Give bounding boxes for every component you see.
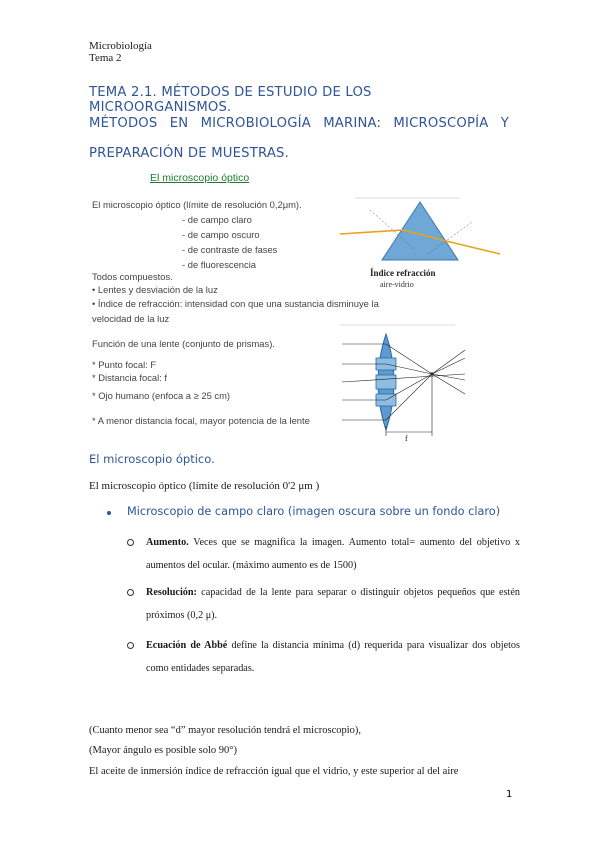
footer-line-2: (Mayor ángulo es posible solo 90°) [89, 745, 237, 756]
slide-line: Todos compuestos. [92, 271, 173, 282]
sub-bullet-text [146, 634, 520, 680]
slide-line: - de campo oscuro [182, 229, 260, 240]
focal-point [430, 372, 433, 375]
slide-line: - de campo claro [182, 214, 252, 225]
slide-line: - de fluorescencia [182, 259, 256, 270]
circle-bullet-icon [127, 642, 134, 649]
page-number: 1 [506, 789, 513, 800]
definition: Veces que se magnifica la imagen. Aumento total= aumento del objetivo x aumentos del ocular. (máximo aumento es de 1500) [146, 537, 520, 571]
prism-refraction-figure [340, 192, 510, 292]
definition: capacidad de la lente para separar o distinguir objetos pequeños que estén próximos (0,2 μ). [146, 587, 520, 621]
term: Resolución: [146, 587, 197, 598]
title-line-1: TEMA 2.1. MÉTODOS DE ESTUDIO DE LOS MICROORGANISMOS. [89, 85, 372, 115]
focal-distance-label: f [405, 434, 408, 442]
sub-bullet-text [146, 531, 520, 577]
header-topic: Tema 2 [89, 52, 122, 64]
circle-bullet-icon [127, 539, 134, 546]
lens-prism-segment [376, 375, 396, 389]
lens-focal-figure [340, 320, 470, 442]
header-subject: Microbiología [89, 40, 152, 52]
slide-title: El microscopio óptico [150, 172, 250, 184]
incident-ray [340, 230, 403, 234]
slide-line: • Índice de refracción: intensidad con que una sustancia disminuye la [92, 298, 379, 309]
bullet-text: Microscopio de campo claro (imagen oscura sobre un fondo claro) [127, 505, 501, 518]
light-rays [342, 344, 465, 420]
slide-line: - de contraste de fases [182, 244, 278, 255]
slide-line: • Lentes y desviación de la luz [92, 284, 218, 295]
slide-line: * A menor distancia focal, mayor potencia de la lente [92, 415, 310, 426]
slide-line: * Punto focal: F [92, 359, 157, 370]
sub-bullet-text [146, 581, 520, 627]
footer-line-1: (Cuanto menor sea “d” mayor resolución tendrá el microscopio), [89, 725, 362, 736]
definition: define la distancia mínima (d) requerida para visualizar dos objetos como entidades separadas. [146, 640, 520, 674]
footer-line-3: El aceite de inmersión índice de refracción igual que el vidrio, y este superior al del aire [89, 766, 459, 777]
term: Ecuación de Abbé [146, 640, 228, 651]
slide-line: * Distancia focal: f [92, 372, 168, 383]
slide-text-block [89, 172, 379, 444]
term: Aumento. [146, 537, 189, 548]
section-subtitle: El microscopio óptico. [89, 452, 215, 466]
slide-line: El microscopio óptico (límite de resolución 0,2μm). [92, 199, 302, 210]
section-intro: El microscopio óptico (límite de resolución 0'2 μm ) [89, 480, 320, 492]
slide-line: velocidad de la luz [92, 313, 170, 324]
slide-line: * Ojo humano (enfoca a ≥ 25 cm) [92, 390, 231, 401]
title-line-2: MÉTODOS EN MICROBIOLOGÍA MARINA: MICROSCOPÍA Y [89, 116, 509, 131]
slide-line: Función de una lente (conjunto de prismas). [92, 338, 275, 349]
prism-caption: Índice refracción [370, 268, 436, 278]
title-line-3: PREPARACIÓN DE MUESTRAS. [89, 146, 290, 161]
prism-caption-sub: aire-vidrio [380, 280, 414, 289]
bullet-dot-icon [107, 511, 111, 515]
circle-bullet-icon [127, 589, 134, 596]
